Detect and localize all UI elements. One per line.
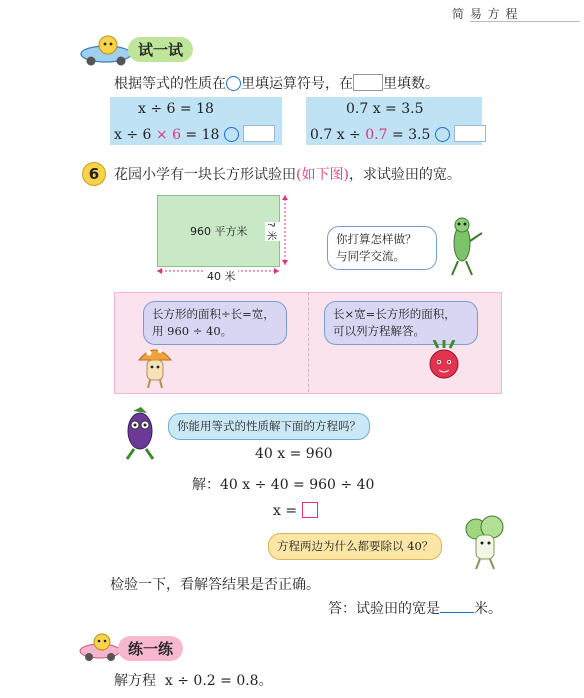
left-equation-1: x ÷ 6 = 18 [138, 101, 214, 117]
question-pink: (如下图) [296, 167, 349, 183]
main-equation: 40 x = 960 [255, 446, 333, 462]
right-equation-1: 0.7 x = 3.5 [346, 101, 424, 117]
left-answer-box[interactable] [243, 125, 275, 142]
practice-equation: x ÷ 0.2 = 0.8。 [164, 673, 273, 689]
practice-prompt-label: 解方程 [114, 673, 156, 689]
check-text: 检验一下，看解答结果是否正确。 [110, 577, 320, 593]
right-eq2-part-b: = 3.5 [387, 127, 431, 143]
field-area-label: 960 平方米 [190, 225, 248, 238]
example-number-badge [82, 162, 106, 186]
x-equals-line [273, 502, 318, 519]
cabbage-mascot-icon [462, 515, 508, 571]
left-operator-circle[interactable] [224, 127, 239, 142]
think-bubble-top [327, 226, 437, 270]
left-equation-2 [114, 125, 275, 143]
left-eq2-pink: × 6 [155, 127, 181, 143]
right-answer-box[interactable] [454, 125, 486, 142]
header-rule [470, 21, 580, 22]
right-eq2-part-a: 0.7 x ÷ [310, 127, 366, 143]
solution-label: 解： [192, 477, 220, 493]
example-number: 6 [88, 165, 100, 183]
practice-car-mascot-icon [78, 632, 122, 662]
left-eq2-part-a: x ÷ 6 [114, 127, 156, 143]
bubble-left-line1: 长方形的面积÷长=宽， [152, 307, 275, 321]
answer-part-b: 米。 [474, 601, 502, 617]
bubble-top-line2: 与同学交流。 [336, 249, 405, 263]
bubble-left-line2: 用 960 ÷ 40。 [152, 324, 233, 338]
instruction-part1: 根据等式的性质在 [114, 76, 226, 92]
right-eq2-pink: 0.7 [365, 127, 388, 143]
page-header-title: 简 易 方 程 [452, 7, 519, 21]
bubble-top-line1: 你打算怎样做？ [336, 232, 417, 246]
try-badge-label: 试一试 [138, 41, 184, 59]
think-bubble-left [143, 301, 287, 345]
answer-line [328, 598, 502, 618]
think-bubble-right [324, 301, 478, 345]
try-badge [128, 37, 193, 62]
x-equals-label: x = [273, 503, 298, 519]
practice-badge [118, 636, 183, 661]
eggplant-mascot-icon [117, 405, 163, 461]
height-label: ? 米 [265, 222, 280, 241]
right-equation-2 [310, 125, 486, 143]
cabbage-speech-bubble: 方程两边为什么都要除以 40？ [268, 533, 442, 560]
radish-mascot-icon [426, 340, 462, 384]
x-answer-box[interactable] [302, 502, 318, 518]
eggplant-speech-bubble: 你能用等式的性质解下面的方程吗？ [168, 413, 370, 440]
solution-equation: 40 x ÷ 40 = 960 ÷ 40 [220, 477, 375, 493]
solution-line [192, 474, 374, 494]
grasshopper-mascot-icon [440, 215, 485, 277]
try-instruction [114, 73, 439, 93]
instruction-part3: 里填数。 [383, 76, 439, 92]
question-part-a: 花园小学有一块长方形试验田 [114, 167, 296, 183]
operator-circle-icon [226, 76, 241, 91]
width-label: 40 米 [207, 270, 236, 283]
number-box-icon [353, 74, 383, 91]
left-eq2-part-b: = 18 [180, 127, 220, 143]
bubble-right-line1: 长×宽=长方形的面积， [333, 307, 456, 321]
practice-badge-label: 练一练 [128, 640, 174, 658]
car-mascot-icon [78, 34, 134, 66]
height-dimension-arrow [280, 193, 290, 267]
example-question [114, 164, 461, 184]
instruction-part2: 里填运算符号，在 [241, 76, 353, 92]
discussion-panel-divider [308, 292, 309, 392]
right-operator-circle[interactable] [435, 127, 450, 142]
question-part-b: ，求试验田的宽。 [348, 167, 461, 183]
practice-prompt [114, 670, 273, 690]
bubble-right-line2: 可以列方程解答。 [333, 324, 425, 338]
answer-blank[interactable] [440, 600, 474, 613]
mushroom-mascot-icon [135, 340, 175, 390]
answer-part-a: 答：试验田的宽是 [328, 601, 440, 617]
